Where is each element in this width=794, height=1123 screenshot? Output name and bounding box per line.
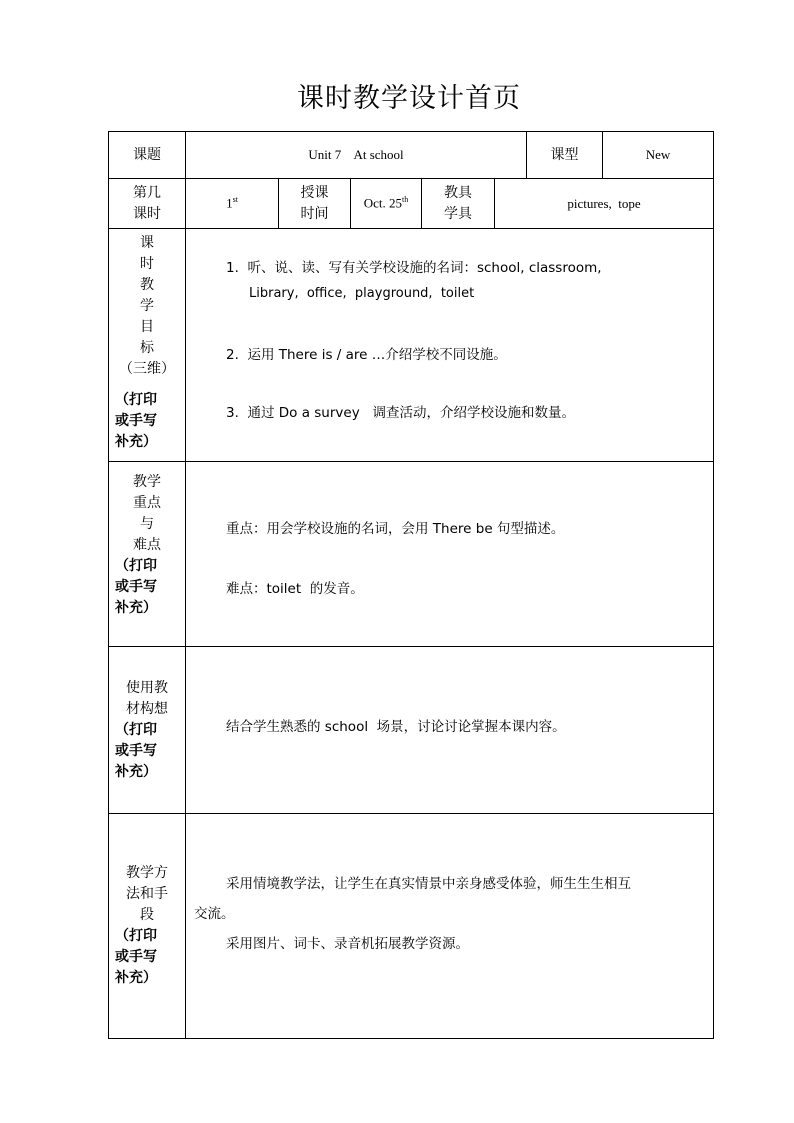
materials-note: （打印 或手写 补充） (115, 721, 157, 780)
methods-label: 教学方 法和手 段 （打印 或手写 补充） (109, 814, 186, 1039)
materials-content: 结合学生熟悉的 school 场景，讨论讨论掌握本课内容。 (186, 647, 714, 814)
objective-item-1: 1. 听、说、读、写有关学校设施的名词：school, classroom, (226, 260, 602, 276)
key-points-note: （打印 或手写 补充） (115, 558, 157, 616)
objective-item-1-cont: Library, office, playground, toilet (249, 286, 475, 301)
key-points-label: 教学 重点 与 难点 （打印 或手写 补充） (109, 462, 186, 647)
key-points-row (109, 462, 714, 647)
objectives-content (186, 229, 714, 462)
objectives-row (109, 229, 714, 462)
methods-note: （打印 或手写 补充） (115, 928, 157, 986)
teaching-tools-value: pictures, tope (495, 179, 714, 229)
objectives-note: （打印 或手写 补充） (115, 392, 157, 450)
materials-label: 使用教 材构想 （打印 或手写 补充） (109, 647, 186, 814)
key-point-item: 重点：用会学校设施的名词，会用 There be 句型描述。 (226, 521, 565, 537)
method-item-1: 采用情境教学法，让学生在真实情景中亲身感受体验，师生生生相互 (226, 876, 631, 892)
method-item-2: 采用图片、词卡、录音机拓展教学资源。 (226, 936, 469, 952)
objective-item-3: 3. 通过 Do a survey 调查活动，介绍学校设施和数量。 (226, 405, 576, 421)
objective-item-2: 2. 运用 There is / are …介绍学校不同设施。 (226, 347, 507, 363)
topic-row (109, 132, 714, 179)
topic-label: 课题 (109, 132, 186, 179)
period-row (109, 179, 714, 229)
lesson-type-label: 课型 (527, 132, 603, 179)
period-value: 1st (186, 179, 279, 229)
teaching-date-value: Oct. 25th (351, 179, 422, 229)
period-label: 第几 课时 (109, 179, 186, 229)
lesson-type-value: New (603, 132, 714, 179)
method-item-1-cont: 交流。 (194, 906, 235, 922)
objectives-label: 课 时 教 学 目 标 （三维） （打印 或手写 补充） (109, 229, 186, 462)
page-title: 课时教学设计首页 (297, 83, 521, 114)
methods-content (186, 814, 714, 1039)
materials-row (109, 647, 714, 814)
key-points-content (186, 462, 714, 647)
lesson-plan-table (108, 131, 714, 1039)
difficulty-item: 难点：toilet 的发音。 (226, 581, 364, 597)
teaching-tools-label: 教具 学具 (422, 179, 495, 229)
methods-row (109, 814, 714, 1039)
topic-value: Unit 7 At school (186, 132, 527, 179)
teaching-date-label: 授课 时间 (279, 179, 351, 229)
